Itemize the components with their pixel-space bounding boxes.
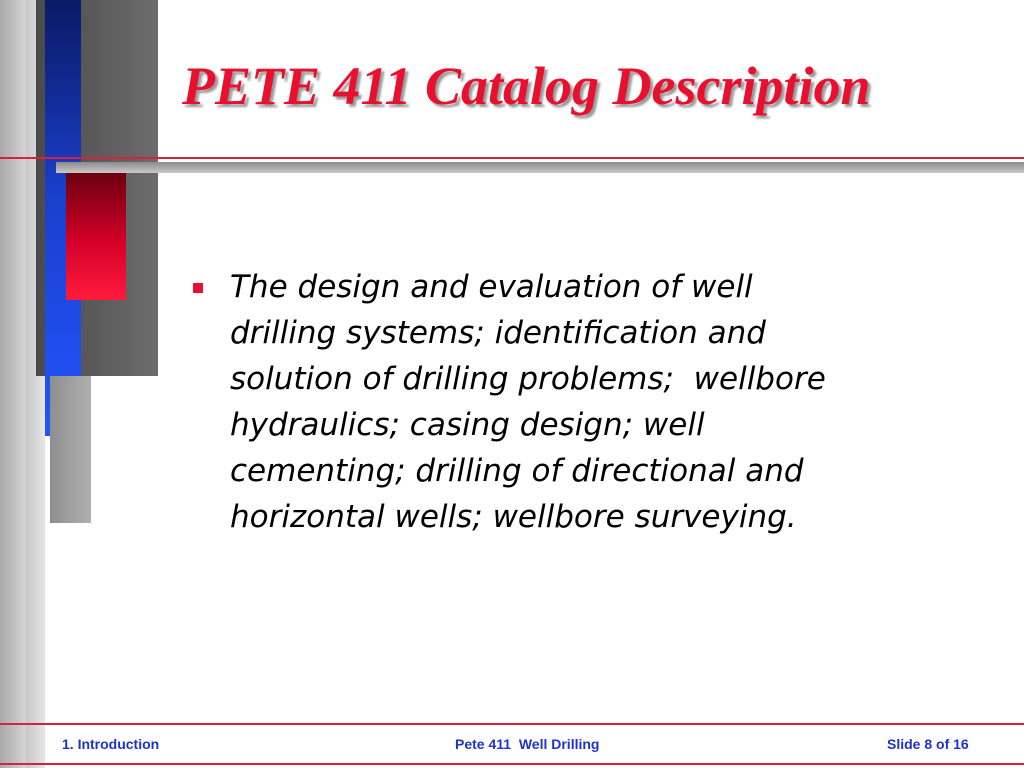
slide-title: PETE 411 Catalog Description [182,56,871,116]
slide-footer [0,720,1024,768]
footer-course: Pete 411 Well Drilling [455,736,600,752]
footer-divider-top [0,723,1024,725]
footer-divider-bottom [0,763,1024,765]
footer-section: 1. Introduction [62,736,160,752]
title-divider-red [0,157,1024,159]
footer-slide-number: Slide 8 of 16 [887,736,969,752]
decorative-bar-gray-low [50,376,91,523]
bullet-text: The design and evaluation of well drilling systems; identification and solution of drilling problems; wellbore hydraulics; casing design; well cementing; drilling of directional and horizontal wells; wellbore surveying. [230,269,826,535]
title-divider-gray [56,162,1024,173]
decorative-bar-red [66,172,126,300]
bullet-square-icon [193,283,203,293]
decorative-bar-gray-outer [0,0,26,768]
